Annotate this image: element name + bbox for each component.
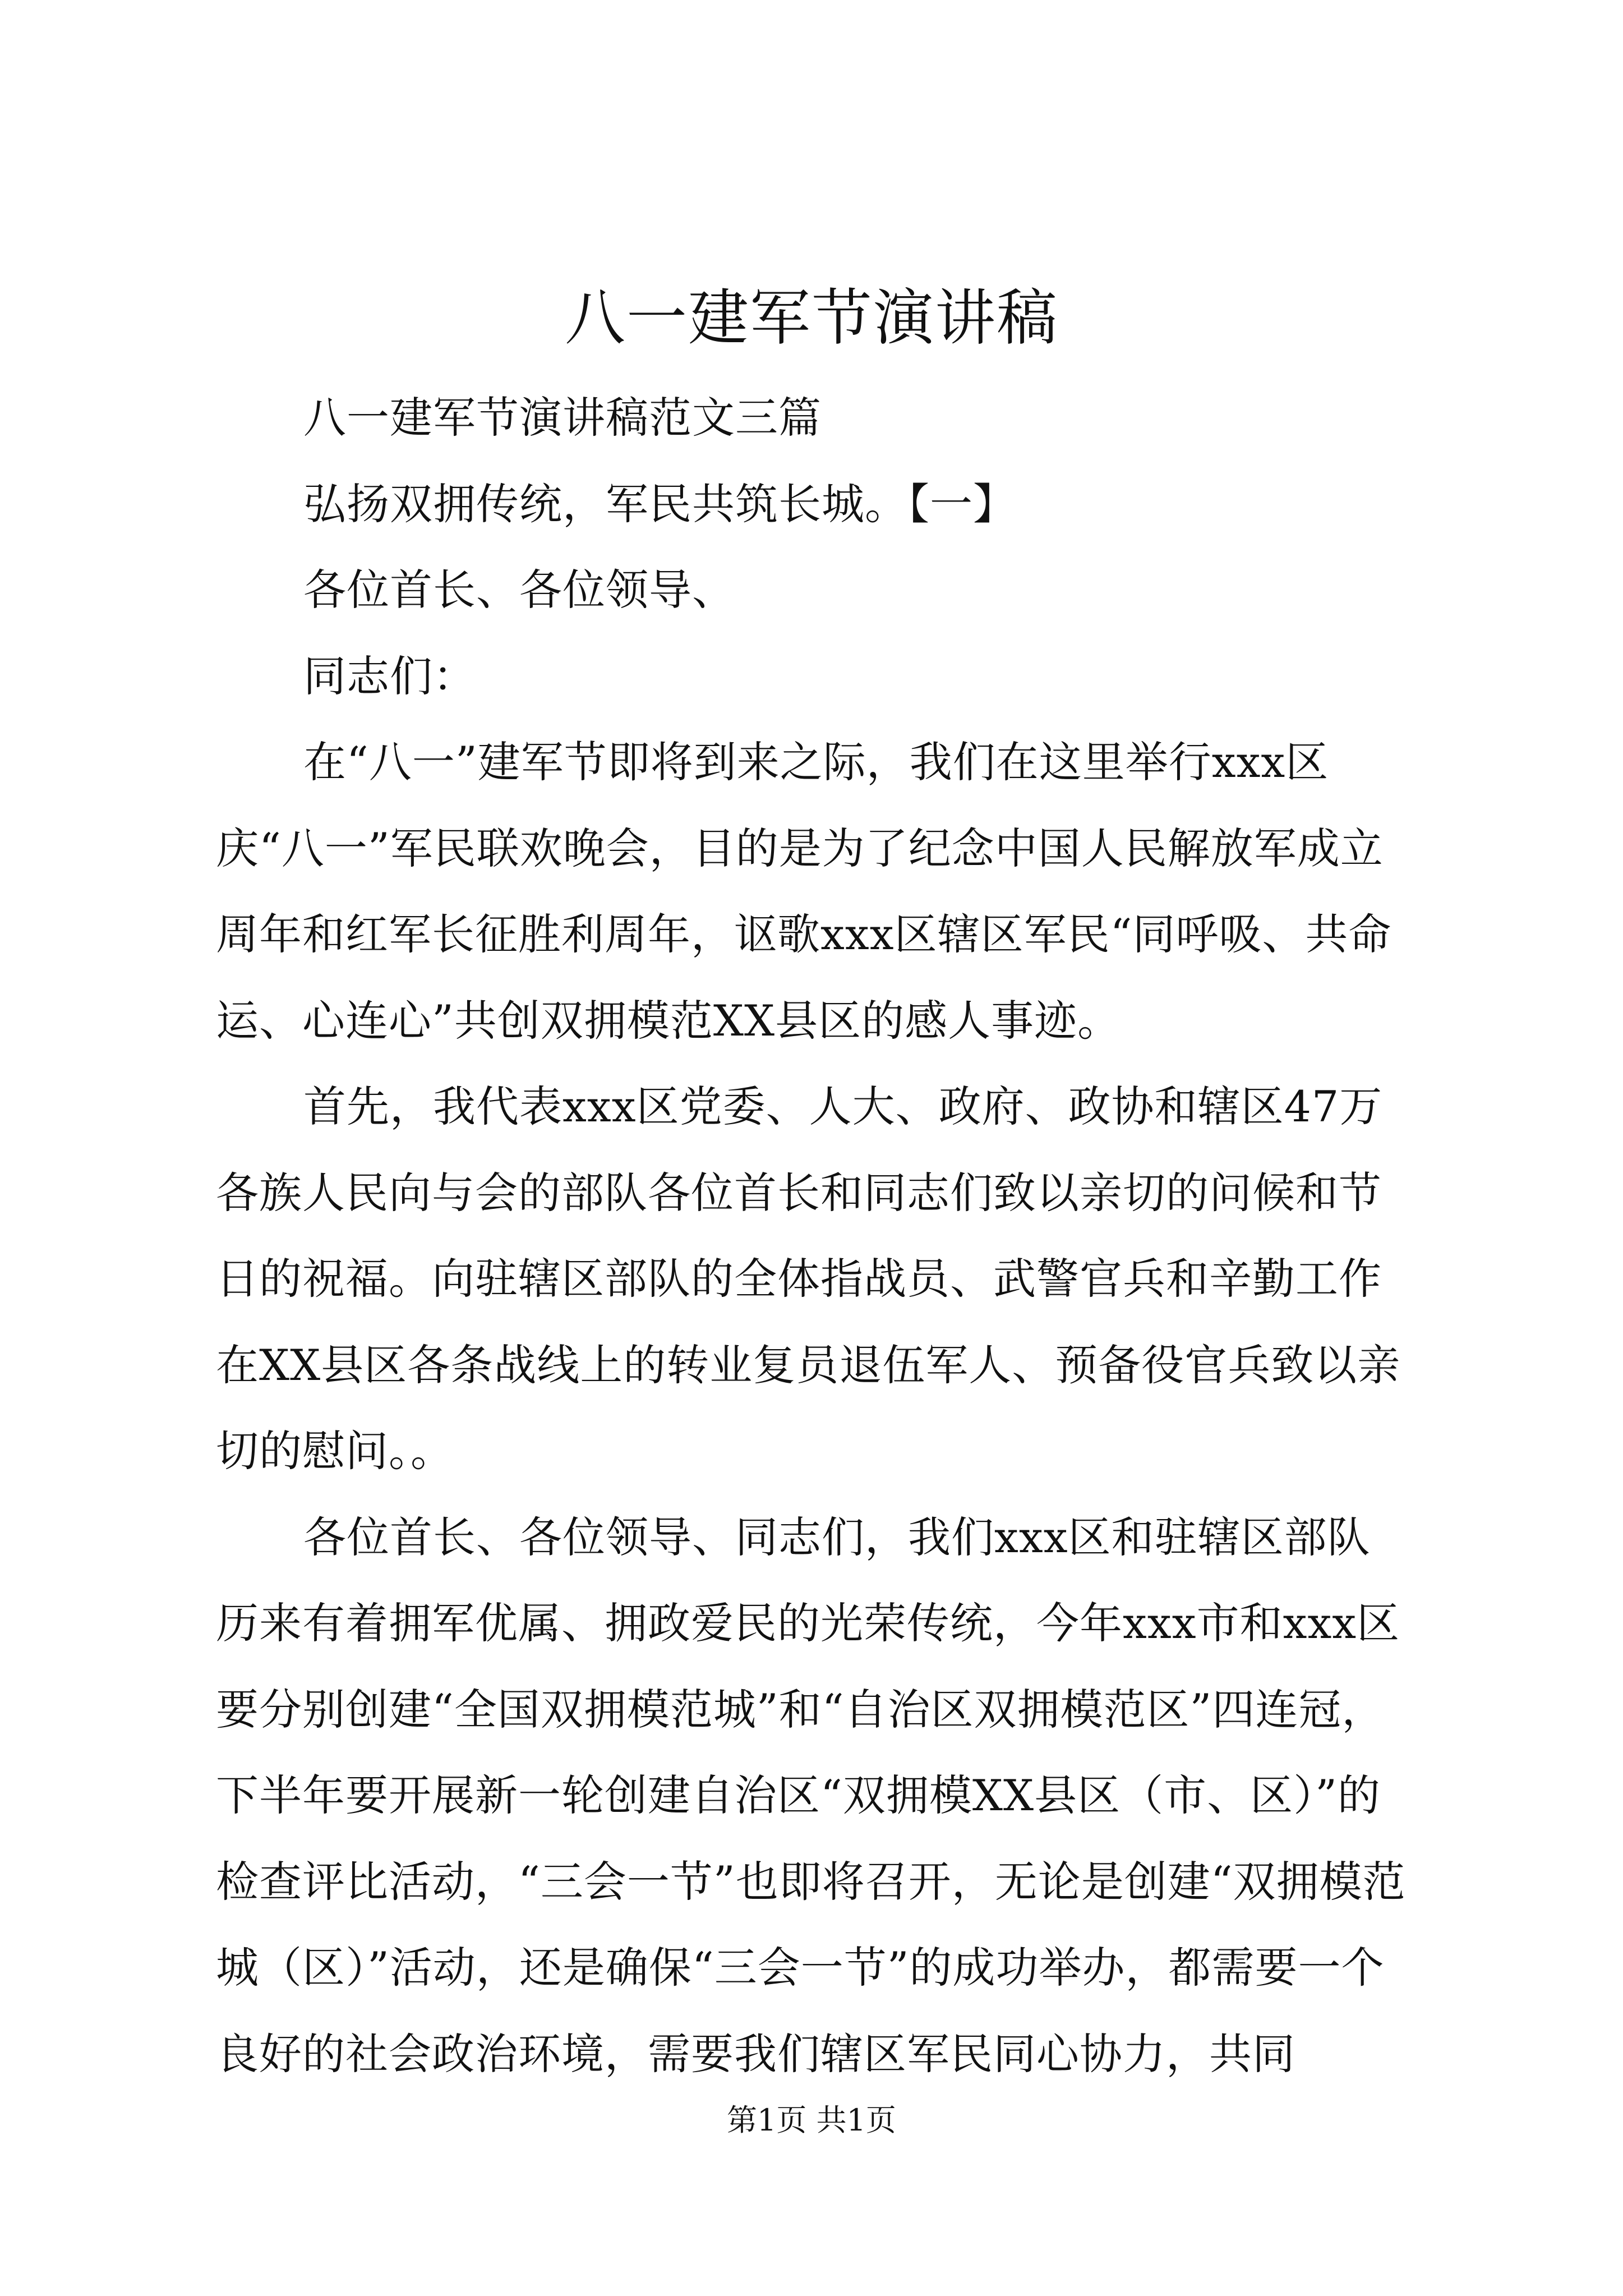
page-footer: 第1页 共1页 [727, 2102, 896, 2138]
document-title: 八一建军节演讲稿 [564, 283, 1058, 353]
paragraph-heading: 弘扬双拥传统，军民共筑长城。【一】 [303, 478, 1016, 529]
paragraph-greeting: 同志们： [303, 651, 476, 701]
paragraph-second: 各位首长、各位领导、同志们，我们xxx区和驻辖区部队历来有着拥军优属、拥政爱民的光荣传统，今年xxx市和xxx区要分别创建“全国双拥模范城”和“自治区双拥模范区”四连冠，下半年要开展新一轮创建自治区“双拥模XX县区（市、区）”的检查评比活动，“三会一节”也即将召开，无论是创建“双拥模范城（区）”活动，还是确保“三会一节”的成功举办，都需要一个良好的社会政治环境，需要我们辖区军民同心协力，共同 [216, 1512, 1406, 2079]
paragraph-subtitle: 八一建军节演讲稿范文三篇 [303, 393, 822, 443]
paragraph-first: 首先，我代表xxx区党委、人大、政府、政协和辖区47万各族人民向与会的部队各位首长和同志们致以亲切的问候和节日的祝福。向驻辖区部队的全体指战员、武警官兵和辛勤工作在XX县区各条战线上的转业复员退伍军人、预备役官兵致以亲切的慰问。。 [216, 1082, 1401, 1476]
paragraph-salutation: 各位首长、各位领导、 [303, 565, 735, 615]
document-body [216, 375, 1413, 2097]
paragraph-intro: 在“八一”建军节即将到来之际，我们在这里举行xxx区庆“八一”军民联欢晚会，目的是为了纪念中国人民解放军成立周年和红军长征胜利周年，讴歌xxx区辖区军民“同呼吸、共命运、心连心”共创双拥模范XX县区的感人事迹。 [216, 737, 1392, 1046]
